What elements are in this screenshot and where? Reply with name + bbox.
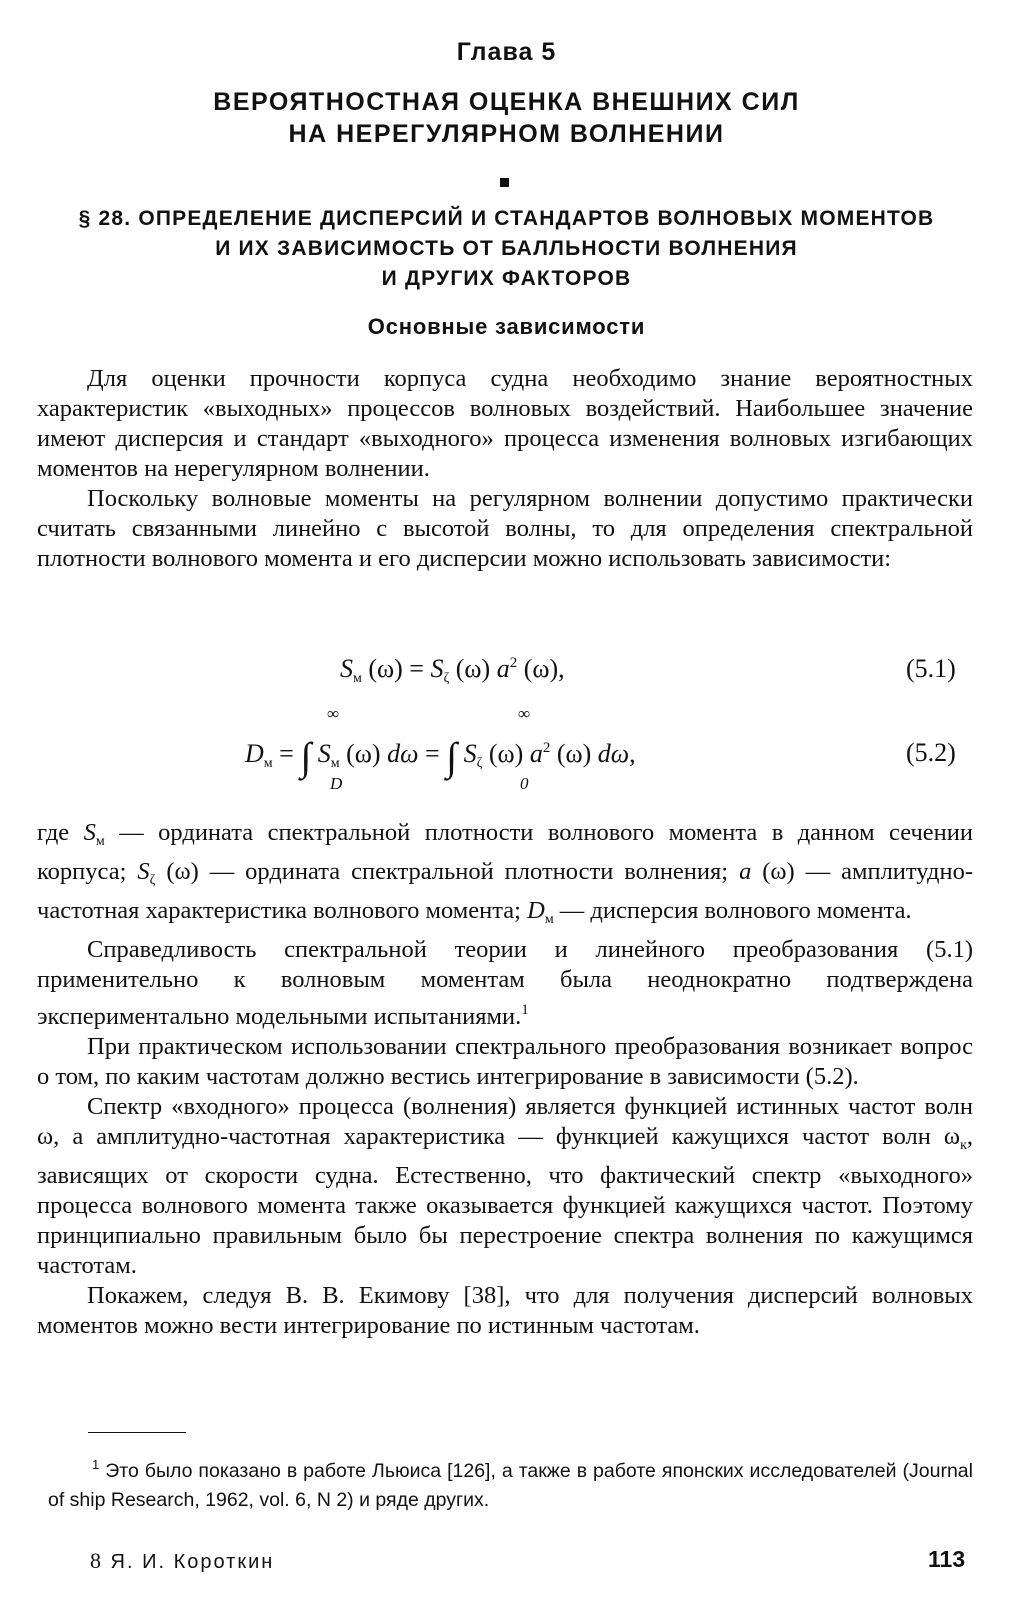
- chapter-heading: Глава 5: [456, 38, 557, 66]
- integral-sign-icon: ∫: [300, 734, 312, 779]
- paragraph: Поскольку волновые моменты на регулярном волнении допустимо практически считать связанными линейно с высотой волны, то для определения спектральной плотности волнового момента и его дисперсии можно использовать зависимости:: [37, 485, 973, 572]
- footnote-mark: 1: [92, 1457, 100, 1472]
- section-heading-line: И ДРУГИХ ФАКТОРОВ: [381, 267, 632, 290]
- integral-upper-limit: ∞: [327, 704, 340, 723]
- section-heading-line: И ИХ ЗАВИСИМОСТЬ ОТ БАЛЛЬНОСТИ ВОЛНЕНИЯ: [215, 237, 798, 260]
- integral-lower-limit: D: [330, 774, 343, 793]
- paragraph: Для оценки прочности корпуса судна необходимо знание вероятностных характеристик «выходных» процессов волновых воздействий. Наибольшее значение имеют дисперсия и стандарт «выходного» процесса изменения волновых изгибающих моментов на нерегулярном волнении.: [37, 365, 973, 482]
- equation-5-1: $S_м$ $(\omega) = S_\zeta$ (ω) $a^2$ (ω),: [340, 654, 565, 686]
- integral-upper-limit: ∞: [518, 704, 531, 723]
- integral-lower-limit: 0: [520, 774, 529, 793]
- separator-square-icon: [500, 178, 509, 187]
- subsection-heading: Основные зависимости: [367, 314, 646, 339]
- footnote: $^1$ Это было показано в работе Льюиса [126], а также в работе японских исследователей (Journal of ship Research, 1962, vol. 6, N 2) и ряде других.: [48, 1457, 973, 1511]
- paragraph: При практическом использовании спектрального преобразования возникает вопрос о том, по каким частотам должно вестись интегрирование в зависимости (5.2).: [37, 1033, 973, 1090]
- body-text-top: [37, 364, 973, 574]
- chapter-title-line: ВЕРОЯТНОСТНАЯ ОЦЕНКА ВНЕШНИХ СИЛ: [213, 88, 800, 116]
- paragraph: Покажем, следуя В. В. Екимову [38], что для получения дисперсий волновых моментов можно вести интегрирование по истинным частотам.: [37, 1282, 973, 1339]
- chapter-title: [0, 86, 1013, 150]
- paragraph: Спектр «входного» процесса (волнения) является функцией истинных частот волн ω, а амплитудно-частотная характеристика — функцией кажущихся частот волн $\omega_к$, зависящих от скорости судна. Естественно, что фактический спектр «выходного» процесса волнового момента также оказывается функцией кажущихся частот. Поэтому принципиально правильным было бы перестроение спектра волнения по кажущимся частотам.: [37, 1093, 973, 1279]
- printer-signature: 8 Я. И. Короткин: [90, 1548, 275, 1573]
- body-text-bottom: [37, 818, 973, 1341]
- integral-sign-icon: ∫: [446, 734, 458, 779]
- footnote-divider: [88, 1432, 186, 1433]
- page-number: 113: [928, 1546, 966, 1572]
- section-heading-line: § 28. ОПРЕДЕЛЕНИЕ ДИСПЕРСИЙ И СТАНДАРТОВ ВОЛНОВЫХ МОМЕНТОВ: [78, 207, 935, 230]
- section-heading: [0, 204, 1013, 294]
- where-paragraph: где $S_м$ — ордината спектральной плотности волнового момента в данном сечении корпуса; $S_\zeta$ (ω) — ордината спектральной плотности волнения; a (ω) — амплитудно-частотная характеристика волнового момента; $D_м$ — дисперсия волнового момента.: [37, 819, 974, 927]
- equation-number: (5.1): [906, 654, 956, 683]
- footnote-reference: 1: [521, 1002, 529, 1018]
- paragraph: Справедливость спектральной теории и линейного преобразования (5.1) применительно к волновым моментам была неоднократно подтверждена экспериментально модельными испытаниями.$^1$: [37, 936, 973, 1030]
- equation-number: (5.2): [906, 738, 956, 767]
- chapter-title-line: НА НЕРЕГУЛЯРНОМ ВОЛНЕНИИ: [288, 120, 725, 148]
- equation-5-2: $D_м$ = ∫ $S_м$ (ω) dω = ∫ $S_\zeta$ (ω) $a^2$ (ω) dω,: [245, 734, 636, 779]
